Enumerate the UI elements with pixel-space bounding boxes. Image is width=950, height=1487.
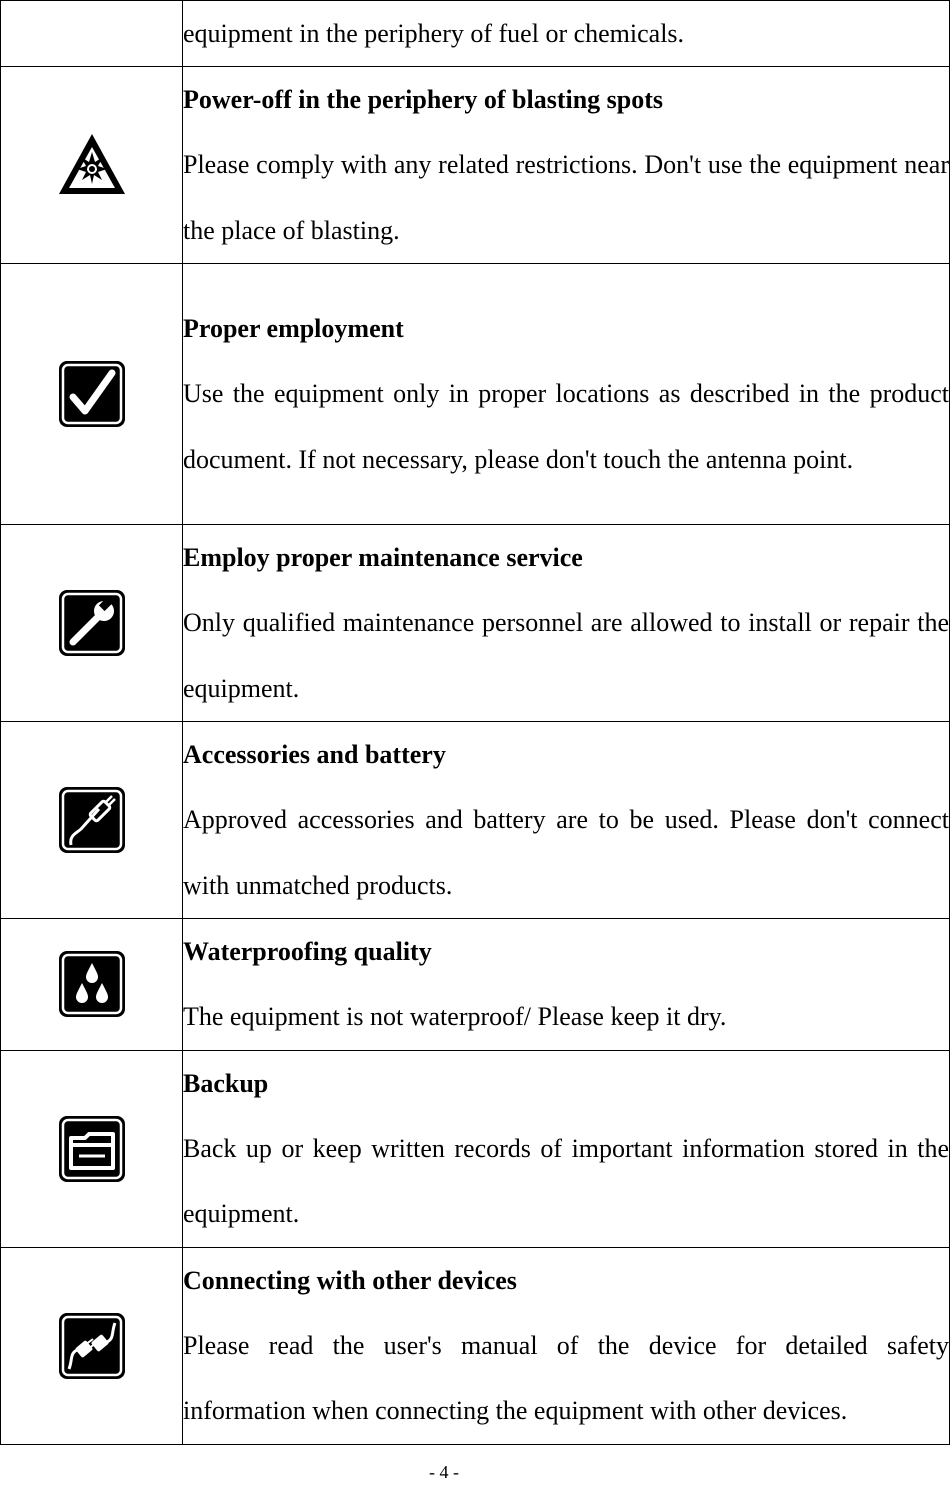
table-row xyxy=(1,264,950,525)
text-cell xyxy=(183,264,950,525)
icon-cell xyxy=(1,264,183,525)
item-description: Use the equipment only in proper locations as described in the product document. If not necessary, please don't touch the antenna point. xyxy=(183,379,949,474)
item-description: Please comply with any related restrictions. Don't use the equipment near the place of blasting. xyxy=(183,150,949,245)
icon-cell xyxy=(1,722,183,919)
checkmark-icon xyxy=(55,357,129,431)
page-number: - 4 - xyxy=(429,1462,459,1482)
text-cell xyxy=(183,1247,950,1444)
table-row xyxy=(1,67,950,264)
item-description: Only qualified maintenance personnel are allowed to install or repair the equipment. xyxy=(183,608,949,703)
item-description: Approved accessories and battery are to be used. Please don't connect with unmatched products. xyxy=(183,805,949,900)
item-title: Proper employment xyxy=(183,314,404,343)
text-cell xyxy=(183,1,950,67)
item-title: Waterproofing quality xyxy=(183,937,432,966)
item-description: Please read the user's manual of the device for detailed safety information when connecting the equipment with other devices. xyxy=(183,1330,949,1425)
blasting-warning-icon xyxy=(55,128,129,202)
table-row xyxy=(1,1247,950,1444)
text-cell xyxy=(183,525,950,722)
empty-icon-cell xyxy=(1,1,183,67)
text-cell xyxy=(183,67,950,264)
item-title: Power-off in the periphery of blasting spots xyxy=(183,85,664,114)
table-row xyxy=(1,919,950,1051)
continued-description: equipment in the periphery of fuel or chemicals. xyxy=(183,19,685,48)
item-title: Employ proper maintenance service xyxy=(183,543,583,572)
icon-cell xyxy=(1,1050,183,1247)
wrench-icon xyxy=(55,586,129,660)
connect-devices-icon xyxy=(55,1309,129,1383)
backup-folder-icon xyxy=(55,1112,129,1186)
table-row xyxy=(1,722,950,919)
table-row xyxy=(1,525,950,722)
item-title: Connecting with other devices xyxy=(183,1265,517,1295)
icon-cell xyxy=(1,67,183,264)
table-row xyxy=(1,1050,950,1247)
item-title: Accessories and battery xyxy=(183,740,446,769)
item-description: The equipment is not waterproof/ Please keep it dry. xyxy=(183,1002,727,1031)
text-cell xyxy=(183,722,950,919)
text-cell xyxy=(183,919,950,1051)
icon-cell xyxy=(1,525,183,722)
icon-cell xyxy=(1,1247,183,1444)
plug-cable-icon xyxy=(55,783,129,857)
text-cell xyxy=(183,1050,950,1247)
item-title: Backup xyxy=(183,1068,269,1098)
item-description: Back up or keep written records of important information stored in the equipment. xyxy=(183,1133,949,1228)
table-row xyxy=(1,1,950,67)
water-drops-icon xyxy=(55,947,129,1021)
icon-cell xyxy=(1,919,183,1051)
